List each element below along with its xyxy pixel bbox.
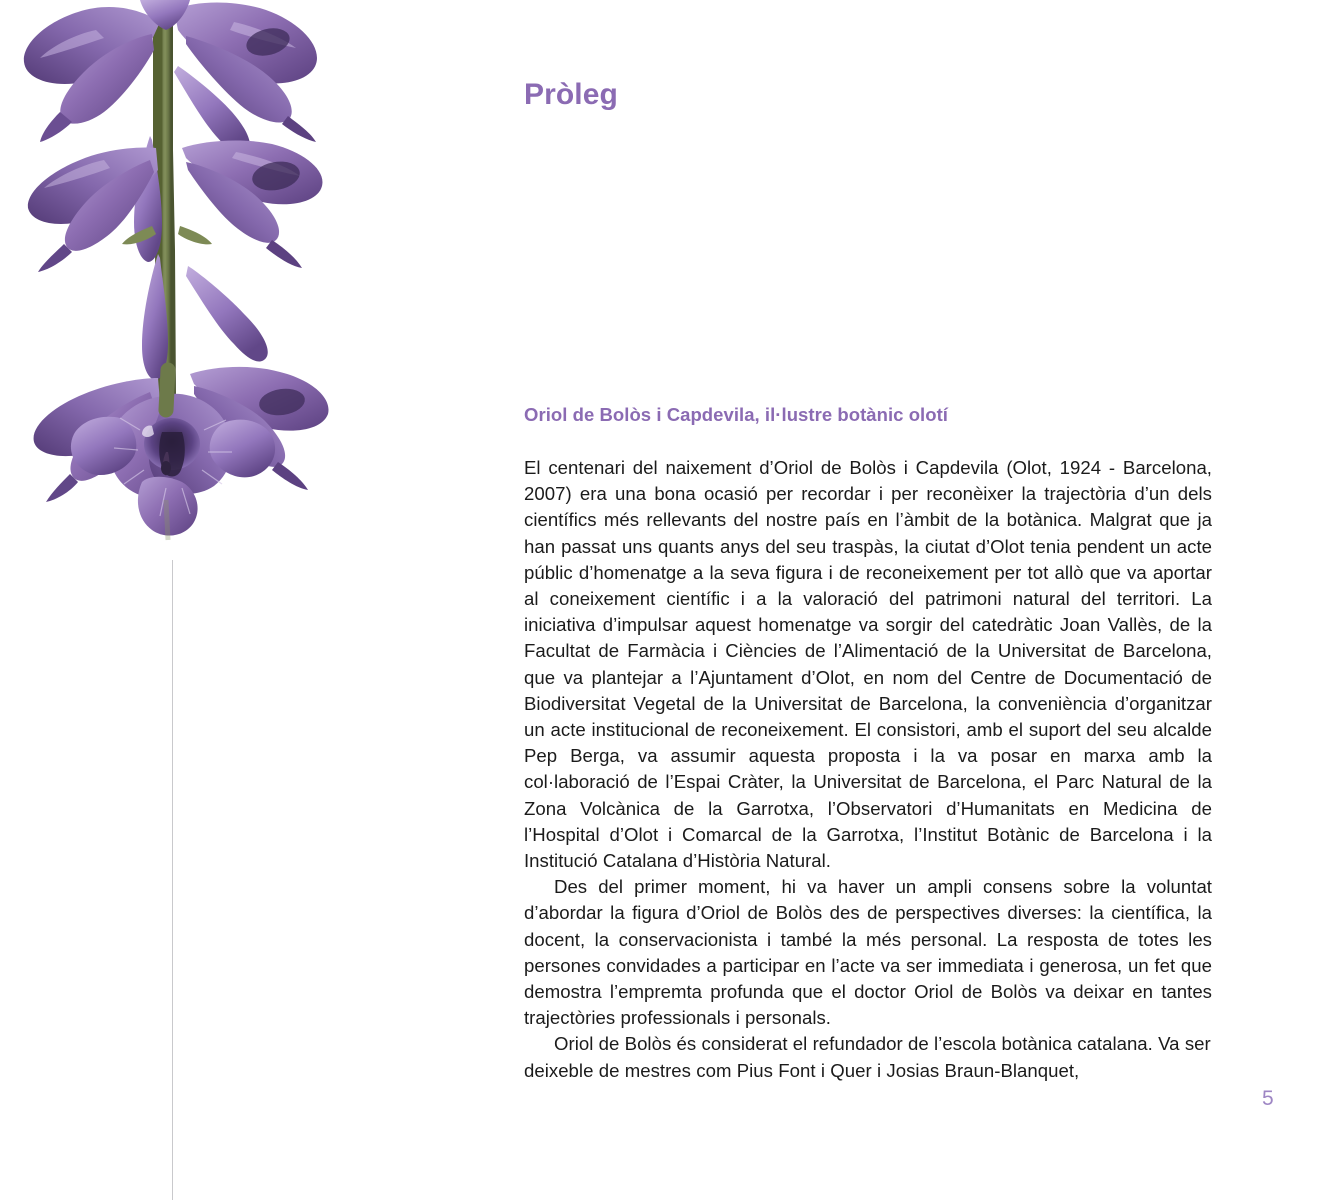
paragraph-3: Oriol de Bolòs és considerat el refundador de l’escola botànica catalana. Va ser deixeble de mestres com Pius Font i Quer i Josias Braun-Blanquet, (524, 1033, 1211, 1081)
body-text-block (524, 455, 1212, 1084)
paragraph-1: El centenari del naixement d’Oriol de Bolòs i Capdevila (Olot, 1924 - Barcelona, 2007) era una bona ocasió per recordar i per reconèixer la trajectòria d’un dels científics més rellevants del nostre país en l’àmbit de la botànica. Malgrat que ja han passat uns quants anys del seu traspàs, la ciutat d’Olot tenia pendent un acte públic d’homenatge a la seva figura i de reconeixement per tot allò que va aportar al coneixement científic i a la valoració del patrimoni natural del territori. La iniciativa d’impulsar aquest homenatge va sorgir del catedràtic Joan Vallès, de la Facultat de Farmàcia i Ciències de l’Alimentació de la Universitat de Barcelona, que va plantejar a l’Ajuntament d’Olot, en nom del Centre de Documentació de Biodiversitat Vegetal de la Universitat de Barcelona, la conveniència d’organitzar un acte institucional de reconeixement. El consistori, amb el suport del seu alcalde Pep Berga, va assumir aquesta proposta i la va posar en marxa amb la col·laboració de l’Espai Cràter, la Universitat de Barcelona, el Parc Natural de la Zona Volcànica de la Garrotxa, l’Observatori d’Humanitats en Medicina de l’Hospital d’Olot i Comarcal de la Garrotxa, l’Institut Botànic de Barcelona i la Institució Catalana d’Història Natural. (524, 457, 1212, 872)
paragraph-2: Des del primer moment, hi va haver un ampli consens sobre la voluntat d’abordar la figura d’Oriol de Bolòs des de perspectives diverses: la científica, la docent, la conservacionista i també la més personal. La resposta de totes les persones convidades a participar en l’acte va ser immediata i generosa, un fet que demostra l’empremta profunda que el doctor Oriol de Bolòs va deixar en tantes trajectòries professionals i personals. (524, 876, 1212, 1029)
delphinium-flower-photo (0, 0, 350, 560)
page-number: 5 (1262, 1087, 1274, 1110)
section-subtitle: Oriol de Bolòs i Capdevila, il·lustre botànic olotí (524, 404, 948, 425)
page-title: Pròleg (524, 78, 618, 111)
